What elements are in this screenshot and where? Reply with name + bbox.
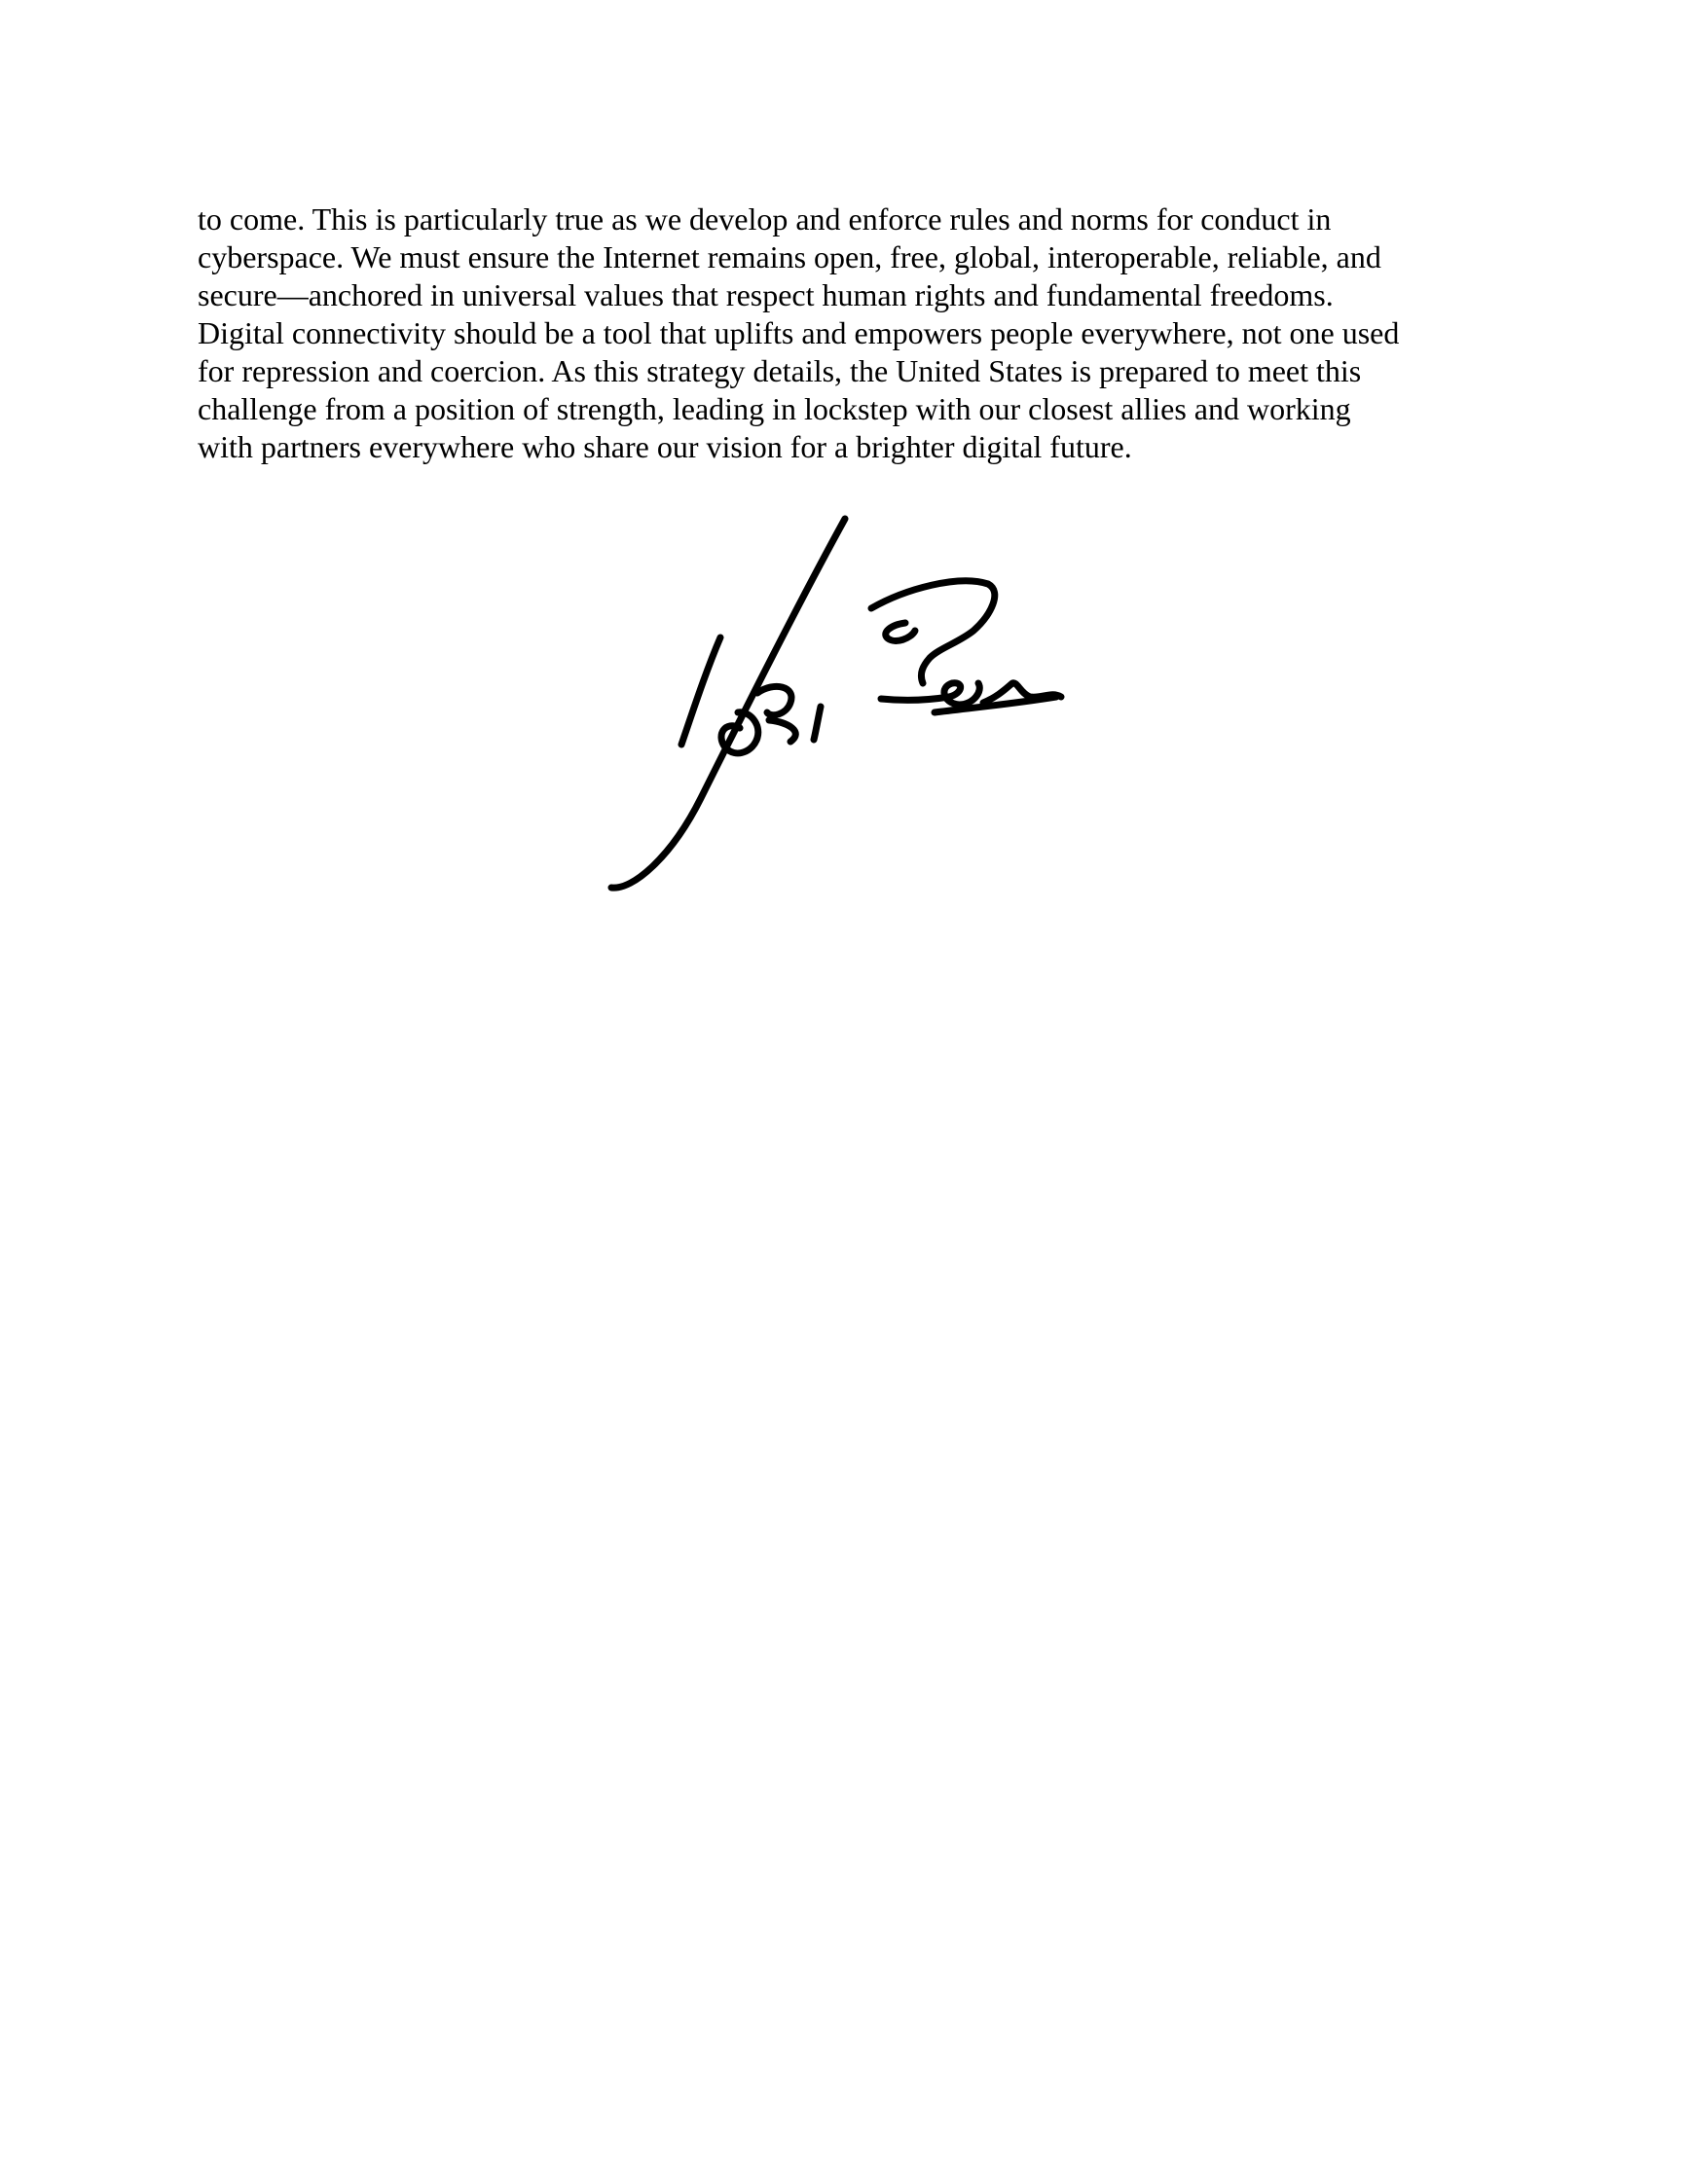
paragraph-line-3: secure—anchored in universal values that respect human rights and fundamental freedoms. (198, 277, 1334, 312)
paragraph-line-6: challenge from a position of strength, leading in lockstep with our closest allies and working (198, 391, 1351, 426)
paragraph-line-2: cyberspace. We must ensure the Internet remains open, free, global, interoperable, reliable, and (198, 239, 1381, 274)
handwritten-signature-icon (604, 506, 1090, 905)
paragraph-line-1: to come. This is particularly true as we develop and enforce rules and norms for conduct in (198, 201, 1332, 237)
body-paragraph (198, 200, 1522, 466)
paragraph-line-7: with partners everywhere who share our vision for a brighter digital future. (198, 429, 1132, 464)
paragraph-line-5: for repression and coercion. As this strategy details, the United States is prepared to meet this (198, 353, 1362, 388)
paragraph-line-4: Digital connectivity should be a tool that uplifts and empowers people everywhere, not one used (198, 315, 1400, 350)
